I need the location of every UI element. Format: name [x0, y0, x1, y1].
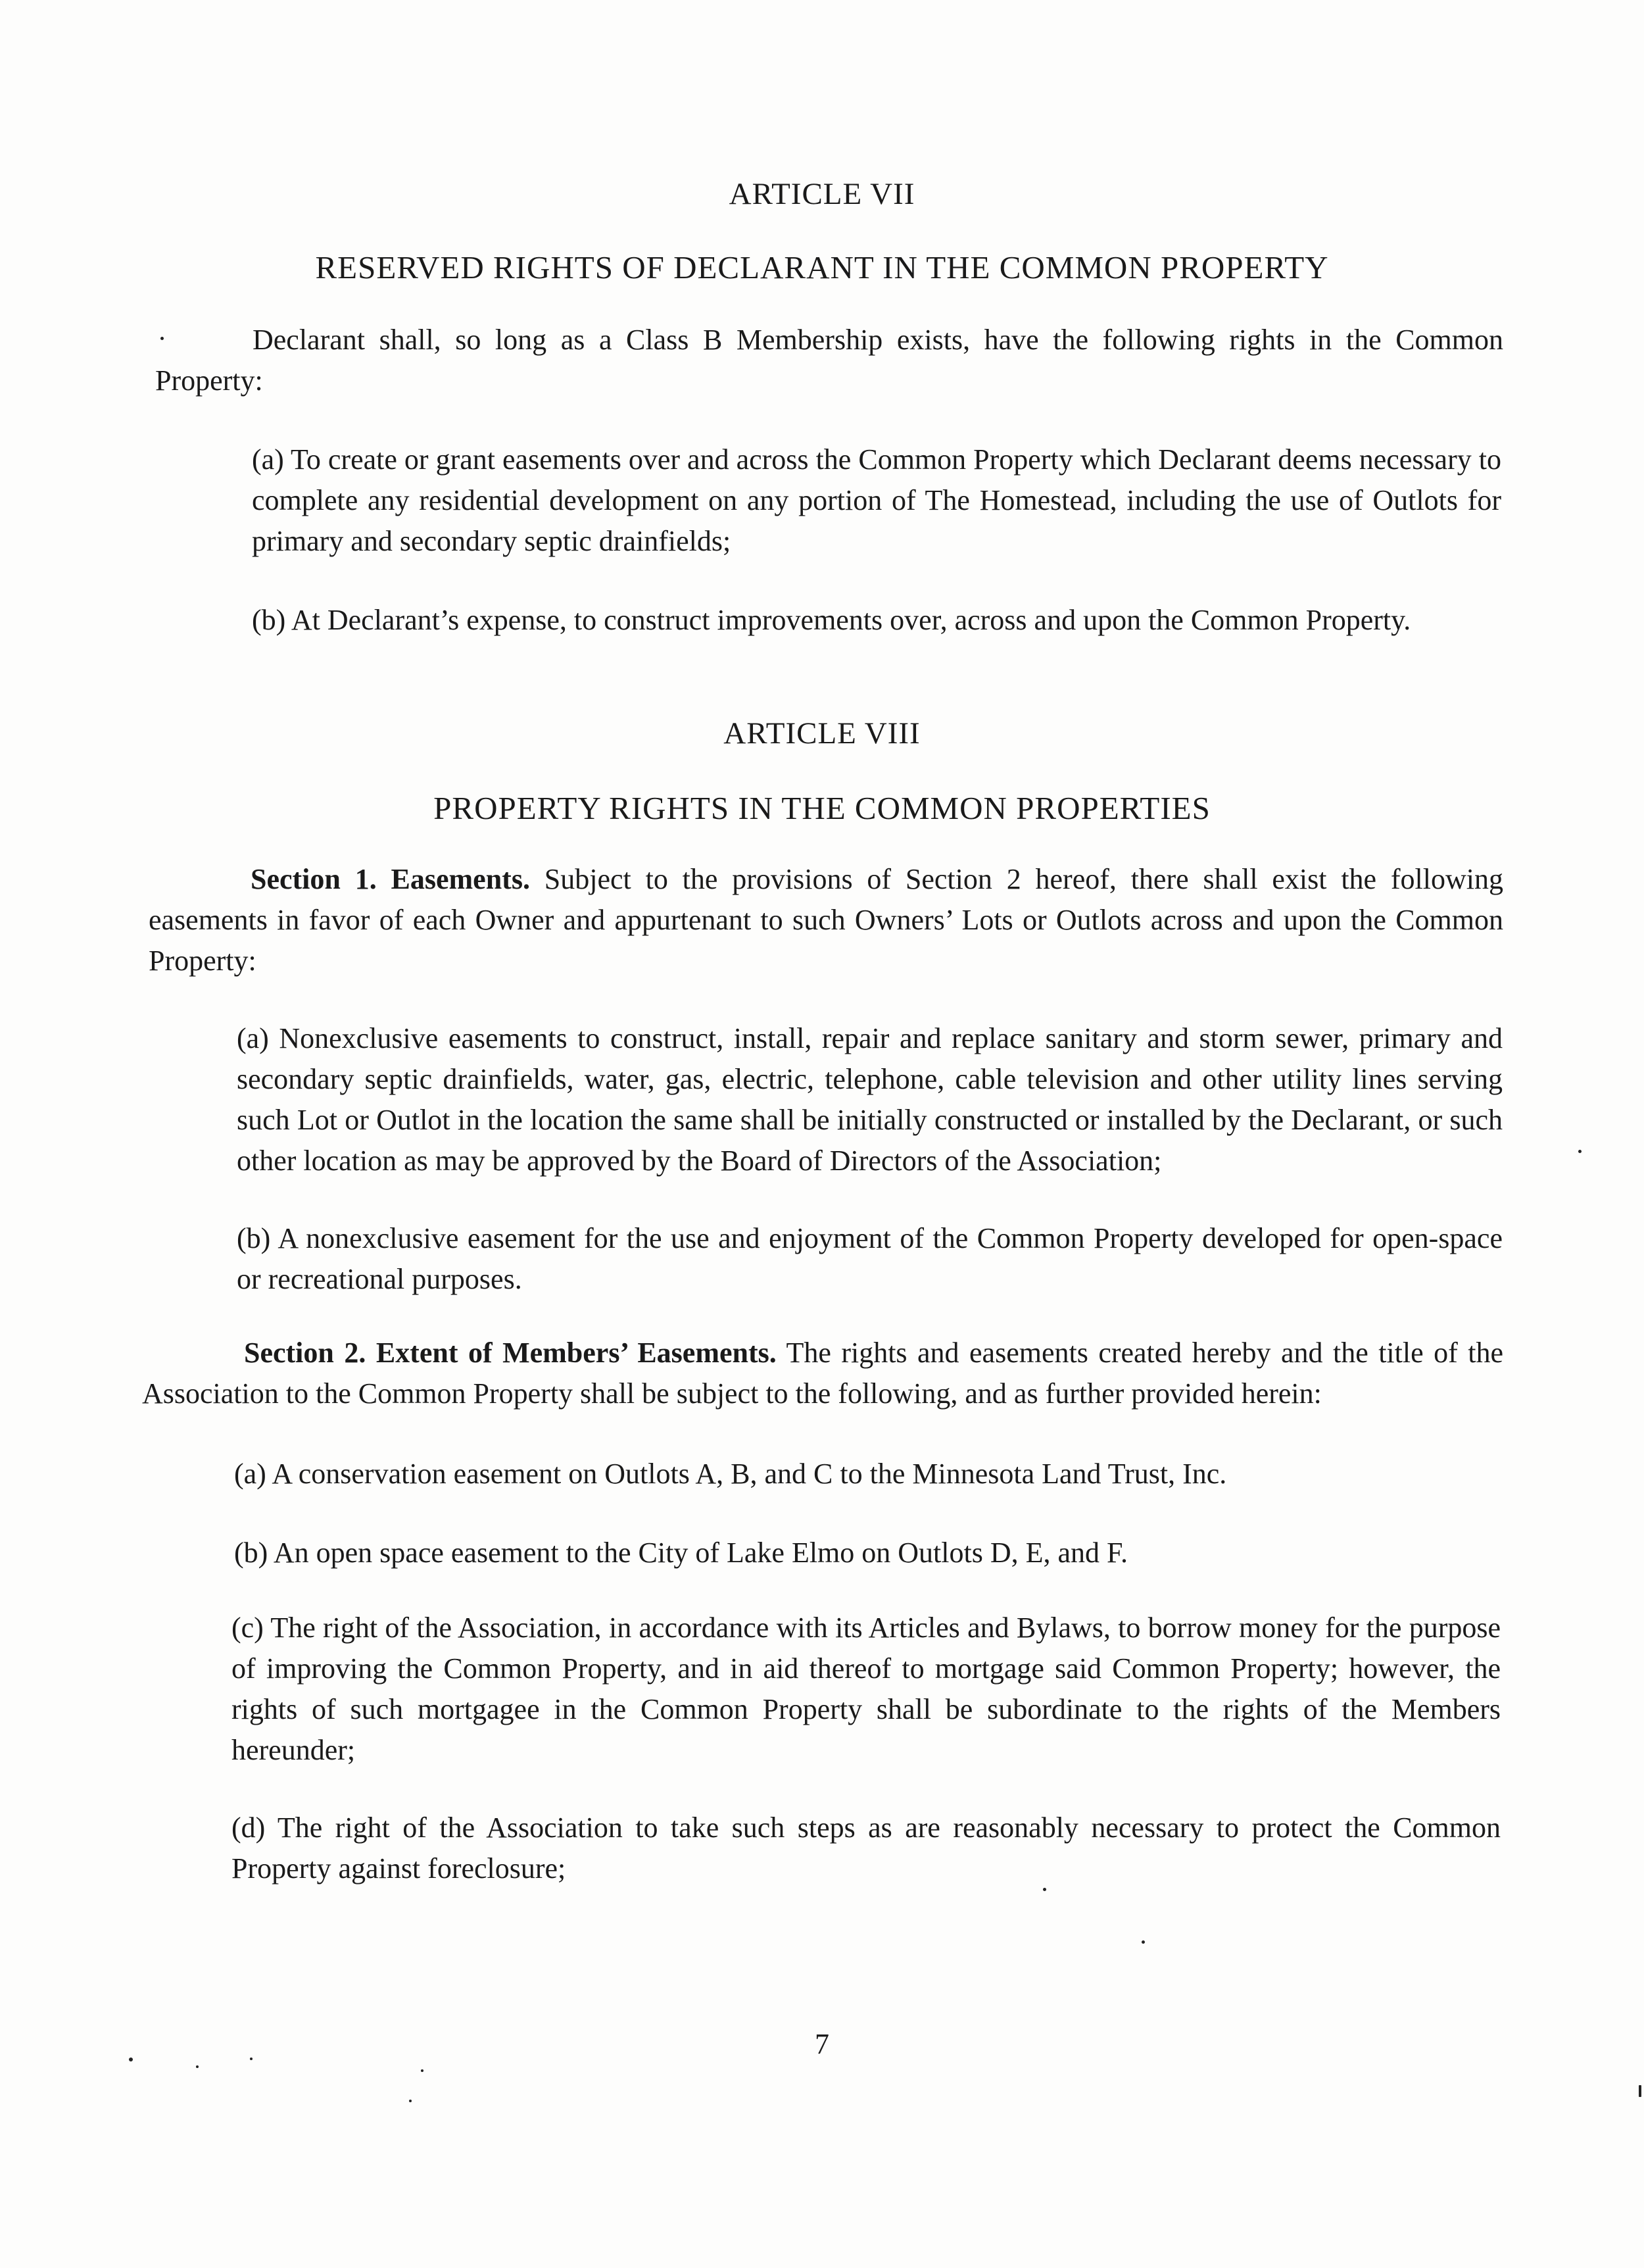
section-1-text: Subject to the provisions of Section 2 hereof, there shall exist the following easements in favor of each Owner and appurtenant to such Owners’ Lots or Outlots across and upon the Common Property:: [149, 863, 1504, 977]
scan-speck: [129, 2058, 133, 2061]
section-2-item-c: (c) The right of the Association, in accordance with its Articles and Bylaws, to borrow money for the purpose of improving the Common Property, and in aid thereof to mortgage said Common Property; however, the rights of such mortgagee in the Common Property shall be subordinate to the rights of the Members hereunder;: [231, 1612, 1501, 1766]
page-number: 7: [815, 2028, 829, 2060]
article-7-title: RESERVED RIGHTS OF DECLARANT IN THE COMMON PROPERTY: [315, 249, 1329, 285]
section-1-heading: Section 1. Easements.: [251, 863, 530, 895]
section-1-item-b: (b) A nonexclusive easement for the use and enjoyment of the Common Property developed for open-space or recreational purposes.: [237, 1222, 1503, 1295]
scan-speck: [421, 2069, 423, 2072]
scan-speck: [160, 337, 164, 340]
scan-speck: [250, 2058, 253, 2060]
scan-speck: [409, 2100, 412, 2102]
section-2-item-b: (b) An open space easement to the City of Lake Elmo on Outlots D, E, and F.: [234, 1537, 1128, 1569]
scan-speck: [1578, 1150, 1582, 1153]
article-7-item-a: (a) To create or grant easements over and across the Common Property which Declarant deems necessary to complete any residential development on any portion of The Homestead, including the use of Outlots for primary and secondary septic drainfields;: [252, 443, 1501, 557]
article-8-title: PROPERTY RIGHTS IN THE COMMON PROPERTIES: [433, 790, 1211, 826]
article-8-heading: ARTICLE VIII: [723, 716, 921, 751]
section-2-item-d: (d) The right of the Association to take such steps as are reasonably necessary to protect the Common Property against foreclosure;: [231, 1812, 1501, 1885]
scan-speck: [1142, 1940, 1145, 1944]
article-7-heading: ARTICLE VII: [729, 177, 915, 211]
scan-speck: [1639, 2085, 1641, 2097]
section-2-heading: Section 2. Extent of Members’ Easements.: [244, 1337, 777, 1369]
section-1-item-a: (a) Nonexclusive easements to construct, install, repair and replace sanitary and storm sewer, primary and secondary septic drainfields, water, gas, electric, telephone, cable television and other utility lines serving such Lot or Outlot in the location the same shall be initially constructed or installed by the Declarant, or such other location as may be approved by the Board of Directors of the Association;: [237, 1022, 1503, 1177]
section-2-item-a: (a) A conservation easement on Outlots A, B, and C to the Minnesota Land Trust, Inc.: [234, 1458, 1227, 1490]
section-2-paragraph: [142, 1333, 1503, 1414]
article-7-intro: Declarant shall, so long as a Class B Membership exists, have the following rights in the Common Property:: [155, 324, 1503, 397]
scan-speck: [196, 2065, 199, 2068]
scan-speck: [1043, 1888, 1046, 1891]
section-1-paragraph: [149, 859, 1503, 981]
article-7-item-b: (b) At Declarant’s expense, to construct improvements over, across and upon the Common Property.: [252, 604, 1411, 636]
section-2-text: The rights and easements created hereby and the title of the Association to the Common Property shall be subject to the following, and as further provided herein:: [142, 1337, 1503, 1410]
